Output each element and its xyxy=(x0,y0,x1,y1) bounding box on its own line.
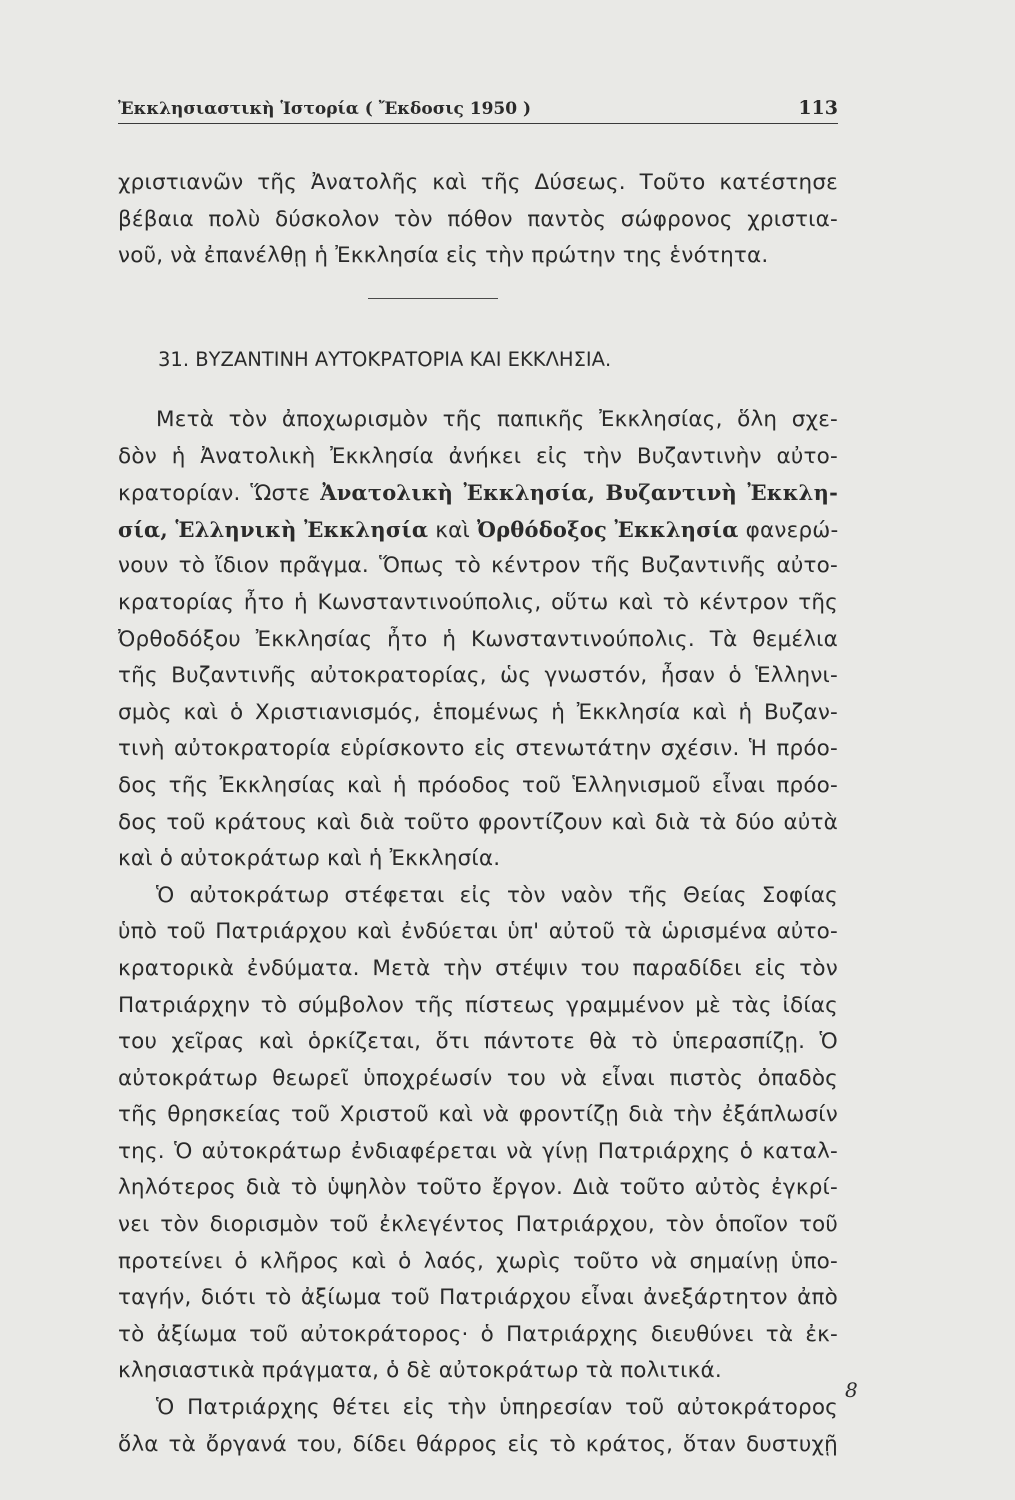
text-line: ταγήν, διότι τὸ ἀξίωμα τοῦ Πατριάρχου εἶναι ἀνεξάρτητον ἀπὸ xyxy=(118,1285,838,1311)
bold-term: Ἀνατολικὴ Ἐκκλησία, Βυζαντινὴ Ἐκκλη- xyxy=(320,480,838,506)
text-line: τῆς θρησκείας τοῦ Χριστοῦ καὶ νὰ φροντίζῃ διὰ τὴν ἐξάπλωσίν xyxy=(118,1102,838,1128)
text-span: κρατορίαν. Ὥστε xyxy=(118,481,321,507)
text-line: δος τοῦ κράτους καὶ διὰ τοῦτο φροντίζουν καὶ διὰ τὰ δύο αὐτὰ xyxy=(118,809,838,835)
text-line: νοῦ, νὰ ἐπανέλθῃ ἡ Ἐκκλησία εἰς τὴν πρώτην της ἑνότητα. xyxy=(118,243,769,269)
text-line: σμὸς καὶ ὁ Χριστιανισμός, ἑπομένως ἡ Ἐκκλησία καὶ ἡ Βυζαν- xyxy=(118,699,838,725)
text-line: Πατριάρχην τὸ σύμβολον τῆς πίστεως γραμμένον μὲ τὰς ἰδίας xyxy=(118,992,838,1018)
page-number: 113 xyxy=(798,97,838,119)
text-line: Ὁ αὐτοκράτωρ στέφεται εἰς τὸν ναὸν τῆς Θείας Σοφίας xyxy=(156,882,838,908)
text-line: του χεῖρας καὶ ὁρκίζεται, ὅτι πάντοτε θὰ τὸ ὑπερασπίζῃ. Ὁ xyxy=(118,1029,838,1055)
text-line: χριστιανῶν τῆς Ἀνατολῆς καὶ τῆς Δύσεως. Τοῦτο κατέστησε xyxy=(118,170,838,195)
text-line: αὐτοκράτωρ θεωρεῖ ὑποχρέωσίν του νὰ εἶναι πιστὸς ὀπαδὸς xyxy=(118,1065,838,1091)
text-line: νει τὸν διορισμὸν τοῦ ἐκλεγέντος Πατριάρχου, τὸν ὁποῖον τοῦ xyxy=(118,1212,838,1238)
text-line: τῆς Βυζαντινῆς αὐτοκρατορίας, ὡς γνωστόν, ἦσαν ὁ Ἑλληνι- xyxy=(118,663,838,689)
text-line: κρατορικὰ ἐνδύματα. Μετὰ τὴν στέψιν του παραδίδει εἰς τὸν xyxy=(118,955,838,981)
text-line: Ὀρθοδόξου Ἐκκλησίας ἦτο ἡ Κωνσταντινούπολις. Τὰ θεμέλια xyxy=(118,626,838,652)
text-line: προτείνει ὁ κλῆρος καὶ ὁ λαός, χωρὶς τοῦτο νὰ σημαίνῃ ὑπο- xyxy=(118,1248,838,1274)
text-line: τινὴ αὐτοκρατορία εὑρίσκοντο εἰς στενωτάτην σχέσιν. Ἡ πρόο- xyxy=(118,736,838,762)
text-line: δὸν ἡ Ἀνατολικὴ Ἐκκλησία ἀνήκει εἰς τὴν Βυζαντινὴν αὐτο- xyxy=(118,443,838,469)
running-head-title: Ἐκκλησιαστικὴ Ἱστορία ( Ἔκδοσις 1950 ) xyxy=(118,99,532,119)
text-line: κλησιαστικὰ πράγματα, ὁ δὲ αὐτοκράτωρ τὰ πολιτικά. xyxy=(118,1358,722,1384)
header-rule xyxy=(118,123,838,124)
text-line: δος τῆς Ἐκκλησίας καὶ ἡ πρόοδος τοῦ Ἑλληνισμοῦ εἶναι πρόο- xyxy=(118,772,838,798)
text-line: της. Ὁ αὐτοκράτωρ ἐνδιαφέρεται νὰ γίνῃ Πατριάρχης ὁ καταλ- xyxy=(118,1138,838,1164)
text-line: Ὁ Πατριάρχης θέτει εἰς τὴν ὑπηρεσίαν τοῦ αὐτοκράτορος xyxy=(156,1395,838,1421)
text-line: ὅλα τὰ ὄργανά του, δίδει θάρρος εἰς τὸ κράτος, ὅταν δυστυχῇ xyxy=(118,1431,838,1457)
bold-term: Ὀρθόδοξος Ἐκκλησία xyxy=(477,516,739,542)
text-line: κρατορίας ἦτο ἡ Κωνσταντινούπολις, οὕτω καὶ τὸ κέντρον τῆς xyxy=(118,589,838,615)
text-line: βέβαια πολὺ δύσκολον τὸν πόθον παντὸς σώφρονος χριστια- xyxy=(118,206,838,232)
section-heading: 31. ΒΥΖΑΝΤΙΝΗ ΑΥΤΟΚΡΑΤΟΡΙΑ ΚΑΙ ΕΚΚΛΗΣΙΑ. xyxy=(158,348,612,371)
text-line: ὑπὸ τοῦ Πατριάρχου καὶ ἐνδύεται ὑπ' αὐτοῦ τὰ ὡρισμένα αὐτο- xyxy=(118,919,838,945)
text-line xyxy=(118,512,838,549)
intro-paragraph xyxy=(118,165,838,275)
text-line: νουν τὸ ἴδιον πρᾶγμα. Ὅπως τὸ κέντρον τῆς Βυζαντινῆς αὐτο- xyxy=(118,553,838,579)
bold-term: σία, Ἑλληνικὴ Ἐκκλησία xyxy=(118,516,429,542)
text-line: ληλότερος διὰ τὸ ὑψηλὸν τοῦτο ἔργον. Διὰ τοῦτο αὐτὸς ἐγκρί- xyxy=(118,1175,838,1201)
running-head xyxy=(118,99,838,125)
text-line: τὸ ἀξίωμα τοῦ αὐτοκράτορος· ὁ Πατριάρχης διευθύνει τὰ ἐκ- xyxy=(118,1321,838,1347)
text-span: φανερώ- xyxy=(738,517,839,543)
text-line: Μετὰ τὸν ἀποχωρισμὸν τῆς παπικῆς Ἐκκλησίας, ὅλη σχε- xyxy=(156,407,838,432)
text-line xyxy=(118,475,838,512)
section-body xyxy=(118,402,838,1463)
section-separator xyxy=(368,298,498,299)
text-span: καὶ xyxy=(428,517,478,543)
signature-mark: 8 xyxy=(845,1378,858,1402)
text-line: καὶ ὁ αὐτοκράτωρ καὶ ἡ Ἐκκλησία. xyxy=(118,846,501,872)
